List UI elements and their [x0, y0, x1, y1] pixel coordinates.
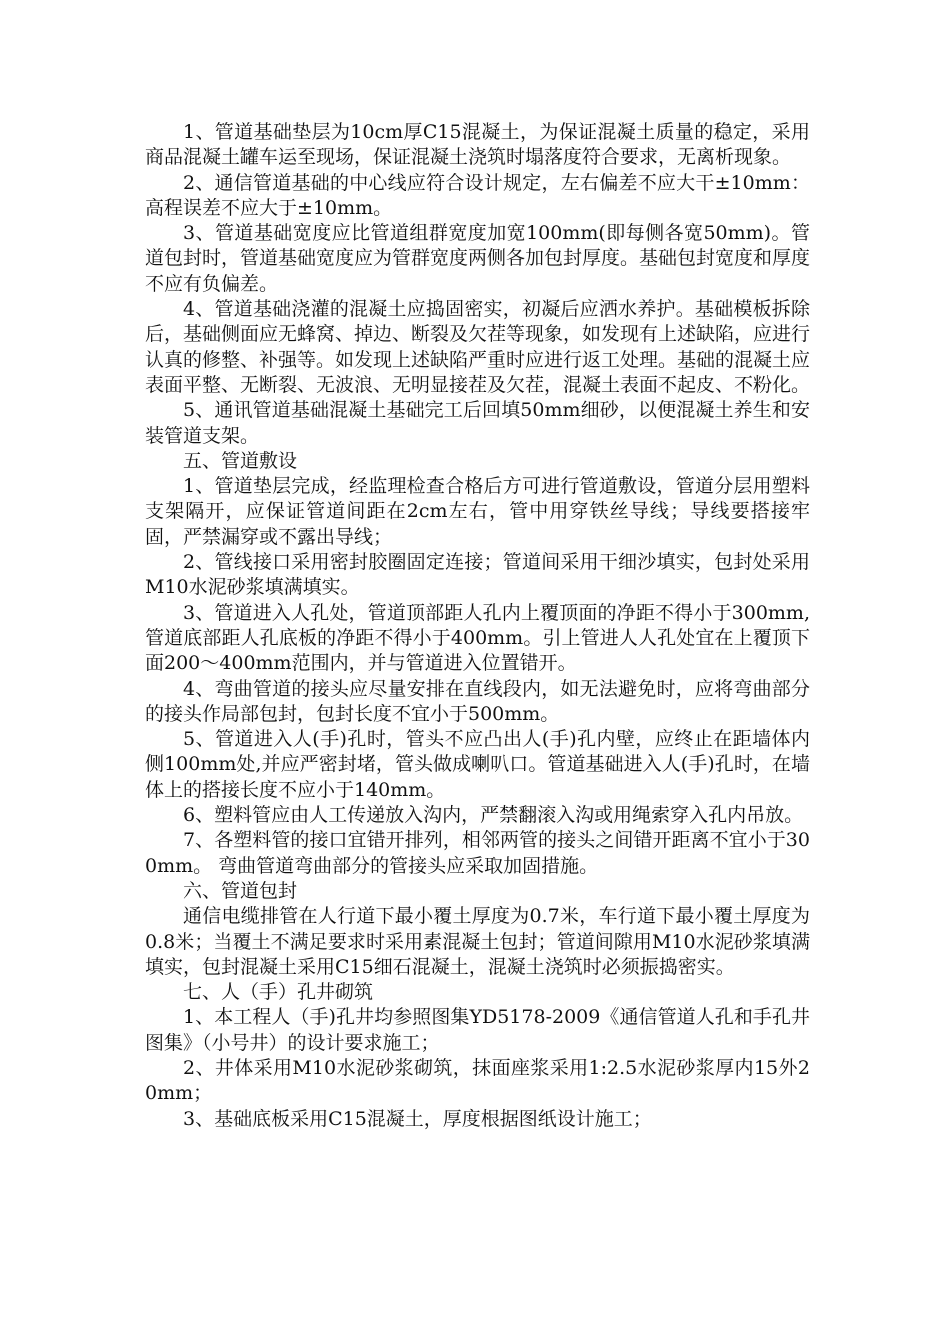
- paragraph-foundation-5: 5、通讯管道基础混凝土基础完工后回填50mm细砂，以便混凝土养生和安装管道支架。: [145, 399, 810, 447]
- paragraph-pipe-encasement-1: 通信电缆排管在人行道下最小覆土厚度为0.7米，车行道下最小覆土厚度为0.8米；当覆土不满足要求时采用素混凝土包封；管道间隙用M10水泥砂浆填满填实，包封混凝土采用C15细石混凝土，混凝土浇筑时必须振捣密实。: [145, 905, 810, 978]
- section-heading-manhole-masonry: 七、人（手）孔井砌筑: [183, 981, 374, 1004]
- paragraph-pipe-laying-6: 6、塑料管应由人工传递放入沟内，严禁翻滚入沟或用绳索穿入孔内吊放。: [183, 804, 804, 827]
- paragraph-pipe-laying-3: 3、管道进入人孔处，管道顶部距人孔内上覆顶面的净距不得小于300mm,管道底部距人孔底板的净距不得小于400mm。引上管进人人孔处宜在上覆顶下面200～400mm范围内，并与管道进入位置错开。: [145, 601, 810, 675]
- paragraph-pipe-laying-4: 4、弯曲管道的接头应尽量安排在直线段内，如无法避免时，应将弯曲部分的接头作局部包封，包封长度不宜小于500mm。: [145, 677, 810, 725]
- section-heading-pipe-laying: 五、管道敷设: [183, 449, 298, 472]
- paragraph-foundation-1: 1、管道基础垫层为10cm厚C15混凝土，为保证混凝土质量的稳定，采用商品混凝土罐车运至现场，保证混凝土浇筑时塌落度符合要求，无离析现象。: [145, 121, 810, 169]
- paragraph-foundation-4: 4、管道基础浇灌的混凝土应捣固密实，初凝后应洒水养护。基础模板拆除后，基础侧面应无蜂窝、掉边、断裂及欠茬等现象，如发现有上述缺陷，应进行认真的修整、补强等。如发现上述缺陷严重时应进行返工处理。基础的混凝土应表面平整、无断裂、无波浪、无明显接茬及欠茬，混凝土表面不起皮、不粉化。: [145, 298, 811, 396]
- section-heading-pipe-encasement: 六、管道包封: [183, 879, 298, 902]
- paragraph-manhole-1: 1、本工程人（手)孔井均参照图集YD5178-2009《通信管道人孔和手孔井图集》（小号井）的设计要求施工；: [145, 1006, 810, 1054]
- paragraph-pipe-laying-2: 2、管线接口采用密封胶圈固定连接；管道间采用干细沙填实，包封处采用M10水泥砂浆填满填实。: [145, 551, 810, 599]
- paragraph-manhole-2: 2、井体采用M10水泥砂浆砌筑，抹面座浆采用1:2.5水泥砂浆厚内15外20mm；: [145, 1056, 810, 1105]
- paragraph-manhole-3: 3、基础底板采用C15混凝土，厚度根据图纸设计施工；: [183, 1107, 652, 1130]
- paragraph-foundation-2: 2、通信管道基础的中心线应符合设计规定，左右偏差不应大干±10mm：高程误差不应大于±10mm。: [145, 171, 810, 219]
- document-page: [145, 120, 810, 1132]
- paragraph-pipe-laying-7: 7、各塑料管的接口宜错开排列，相邻两管的接头之间错开距离不宜小于300mm。 弯曲管道弯曲部分的管接头应采取加固措施。: [145, 829, 810, 877]
- paragraph-pipe-laying-1: 1、管道垫层完成，经监理检查合格后方可进行管道敷设，管道分层用塑料支架隔开，应保证管道间距在2cm左右，管中用穿铁丝导线；导线要搭接牢固，严禁漏穿或不露出导线；: [145, 475, 810, 548]
- paragraph-pipe-laying-5: 5、管道进入人(手)孔时，管头不应凸出人(手)孔内壁，应终止在距墙体内侧100mm处,并应严密封堵，管头做成喇叭口。管道基础进入人(手)孔时，在墙体上的搭接长度不应小于140mm。: [145, 728, 810, 801]
- paragraph-foundation-3: 3、管道基础宽度应比管道组群宽度加宽100mm(即每侧各宽50mm)。管道包封时，管道基础宽度应为管群宽度两侧各加包封厚度。基础包封宽度和厚度不应有负偏差。: [145, 222, 811, 295]
